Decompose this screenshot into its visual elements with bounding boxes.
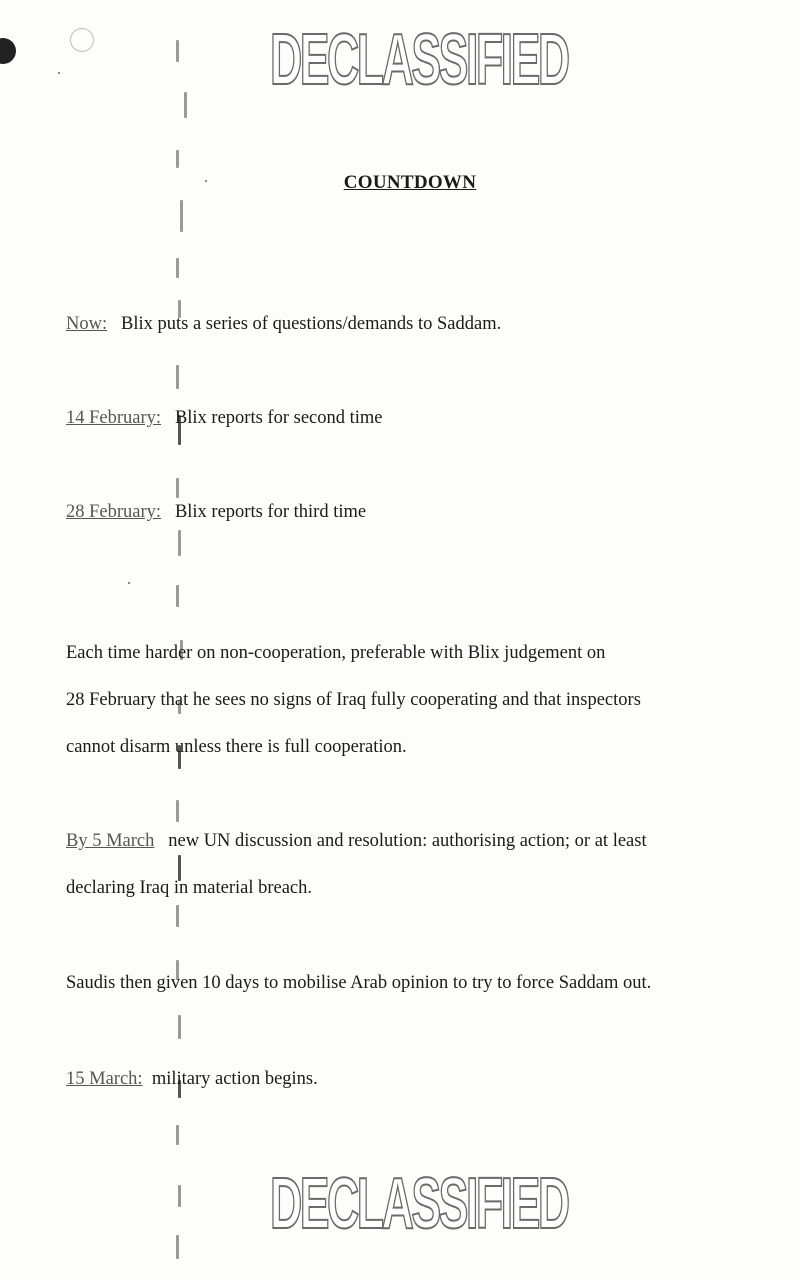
entry-date: 28 February: <box>66 502 162 522</box>
timeline-entry-15-march <box>66 1070 318 1089</box>
timeline-entry-5-march <box>66 832 647 851</box>
timeline-entry-28-february <box>66 503 366 522</box>
entry-date: Now: <box>66 314 108 334</box>
entry-text: new UN discussion and resolution: authorising action; or at least <box>168 831 647 851</box>
declassified-stamp: DECLASSIFIED <box>270 20 568 100</box>
speck <box>58 72 60 74</box>
paragraph-line: 28 February that he sees no signs of Iraq fully cooperating and that inspectors <box>66 690 641 710</box>
timeline-entry-5-march-cont: declaring Iraq in material breach. <box>66 878 313 898</box>
timeline-entry-14-february <box>66 409 383 428</box>
speck <box>128 582 130 584</box>
declassified-stamp: DECLASSIFIED <box>270 1164 568 1244</box>
saudis-line: Saudis then given 10 days to mobilise Arab opinion to try to force Saddam out. <box>66 973 652 993</box>
entry-date: 14 February: <box>66 408 162 428</box>
entry-text: Blix reports for third time <box>174 502 367 522</box>
document-title: COUNTDOWN <box>343 172 477 193</box>
punch-ring-mark <box>70 28 94 52</box>
entry-text: Blix puts a series of questions/demands to Saddam. <box>121 314 502 334</box>
binder-hole <box>0 38 16 64</box>
timeline-entry-now <box>66 315 501 334</box>
entry-text: military action begins. <box>151 1069 318 1089</box>
entry-date: By 5 March <box>66 831 155 851</box>
paragraph-line: Each time harder on non-cooperation, preferable with Blix judgement on <box>66 643 606 663</box>
entry-text: Blix reports for second time <box>174 408 383 428</box>
paragraph-line: cannot disarm unless there is full cooperation. <box>66 737 407 757</box>
entry-date: 15 March: <box>66 1069 143 1089</box>
